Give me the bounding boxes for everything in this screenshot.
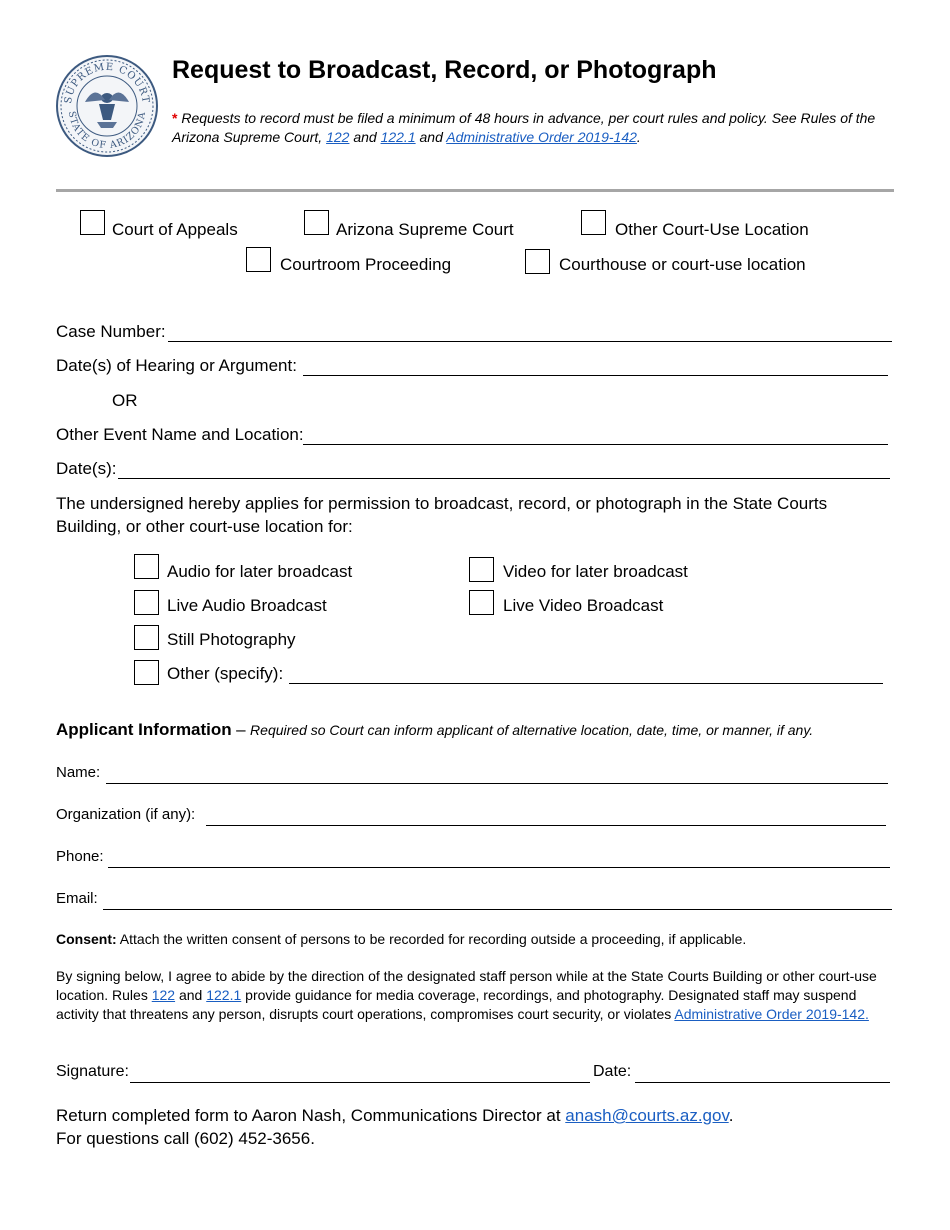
other-specify-label: Other (specify): — [167, 664, 284, 683]
courtroom-proceeding-label: Courtroom Proceeding — [280, 255, 452, 274]
rule-122-link[interactable]: 122 — [326, 129, 350, 145]
header-divider — [56, 189, 894, 192]
other-event-field[interactable] — [56, 425, 888, 449]
organization-field[interactable] — [56, 806, 886, 830]
name-field[interactable] — [56, 764, 888, 788]
still-photography-checkbox[interactable] — [134, 625, 159, 650]
administrative-order-link[interactable]: Administrative Order 2019-142 — [446, 129, 637, 145]
seal-top-text: SUPREME COURT — [62, 61, 152, 105]
return-instructions: Return completed form to Aaron Nash, Communications Director at anash@courts.az.gov. — [56, 1106, 734, 1125]
agreement-paragraph: By signing below, I agree to abide by the direction of the designated staff person while at the State Courts Building or other court-use location. Rules 122 and 122.1 provide guidance for media coverage, recordings, and photography. Designated staff may suspend activity that threatens any person, disrupts court operations, compromises court security, or violates Administrative Order 2019-142. — [56, 968, 877, 1022]
live-audio-label: Live Audio Broadcast — [167, 596, 327, 615]
rule-122-1-link[interactable]: 122.1 — [380, 129, 416, 145]
required-star: * — [172, 110, 178, 126]
other-event-label: Other Event Name and Location: — [56, 425, 304, 444]
applicant-heading-row: Applicant Information – Required so Court can inform applicant of alternative location, date, time, or manner, if any. — [56, 720, 814, 739]
case-number-label: Case Number: — [56, 322, 166, 341]
email-label: Email: — [56, 890, 98, 907]
dates-line[interactable] — [118, 478, 890, 479]
agreement-administrative-order-link[interactable]: Administrative Order 2019-142. — [674, 1006, 869, 1022]
organization-line[interactable] — [206, 825, 886, 826]
date-label: Date: — [593, 1063, 632, 1080]
consent-note — [56, 930, 746, 949]
hearing-dates-field[interactable] — [56, 356, 888, 380]
courtroom-proceeding-checkbox[interactable] — [246, 247, 271, 272]
agreement-rule-122-link[interactable]: 122 — [151, 987, 176, 1003]
applicant-heading: Applicant Information — [56, 720, 232, 739]
page-title: Request to Broadcast, Record, or Photograph — [172, 56, 717, 84]
name-label: Name: — [56, 764, 101, 781]
courthouse-location-checkbox[interactable] — [525, 249, 550, 274]
phone-line[interactable] — [108, 867, 890, 868]
filing-notice-text: Requests to record must be filed a minimum of 48 hours in advance, per court rules and policy. See Rules of the Arizona Supreme Court, — [172, 110, 876, 145]
other-event-line[interactable] — [303, 444, 888, 445]
other-court-use-location-label: Other Court-Use Location — [615, 220, 809, 239]
hearing-dates-label: Date(s) of Hearing or Argument: — [56, 356, 297, 375]
other-specify-line[interactable] — [289, 683, 883, 684]
seal-bottom-text: STATE OF ARIZONA — [65, 110, 149, 152]
live-video-label: Live Video Broadcast — [503, 596, 664, 615]
consent-label: Consent: — [56, 931, 117, 947]
organization-label: Organization (if any): — [56, 806, 196, 823]
other-court-use-location-checkbox[interactable] — [581, 210, 606, 235]
audio-later-checkbox[interactable] — [134, 554, 159, 579]
date-field[interactable] — [593, 1063, 890, 1087]
other-specify-checkbox[interactable] — [134, 660, 159, 685]
arizona-supreme-court-label: Arizona Supreme Court — [336, 220, 514, 239]
contact-email-link[interactable]: anash@courts.az.gov — [565, 1106, 729, 1125]
email-line[interactable] — [103, 909, 892, 910]
dates-field[interactable] — [56, 459, 890, 483]
court-of-appeals-checkbox[interactable] — [80, 210, 105, 235]
other-specify-field[interactable] — [167, 664, 883, 688]
phone-field[interactable] — [56, 848, 890, 872]
agreement-rule-122-1-link[interactable]: 122.1 — [206, 987, 242, 1003]
case-number-line[interactable] — [168, 341, 892, 342]
dates-label: Date(s): — [56, 459, 117, 478]
filing-notice: * Requests to record must be filed a minimum of 48 hours in advance, per court rules and policy. See Rules of the Arizona Supreme Court, 122 and 122.1 and Administrative Order 2019-142. — [172, 110, 876, 145]
live-audio-checkbox[interactable] — [134, 590, 159, 615]
video-later-checkbox[interactable] — [469, 557, 494, 582]
arizona-supreme-court-checkbox[interactable] — [304, 210, 329, 235]
courthouse-location-label: Courthouse or court-use location — [559, 255, 806, 274]
signature-field[interactable] — [56, 1063, 590, 1087]
hearing-dates-line[interactable] — [303, 375, 888, 376]
signature-line[interactable] — [130, 1082, 590, 1083]
arizona-supreme-court-seal — [55, 54, 159, 158]
audio-later-label: Audio for later broadcast — [167, 562, 353, 581]
date-line[interactable] — [635, 1082, 890, 1083]
consent-text: Attach the written consent of persons to be recorded for recording outside a proceeding, if applicable. — [119, 931, 747, 947]
video-later-label: Video for later broadcast — [503, 562, 688, 581]
phone-label: Phone: — [56, 848, 104, 865]
applicant-subtext: Required so Court can inform applicant of alternative location, date, time, or manner, if any. — [250, 722, 814, 738]
signature-label: Signature: — [56, 1063, 129, 1080]
application-statement: The undersigned hereby applies for permission to broadcast, record, or photograph in the State Courts Building, or other court-use location for: — [56, 494, 828, 536]
court-of-appeals-label: Court of Appeals — [112, 220, 238, 239]
live-video-checkbox[interactable] — [469, 590, 494, 615]
name-line[interactable] — [106, 783, 888, 784]
still-photography-label: Still Photography — [167, 630, 296, 649]
case-number-field[interactable] — [56, 322, 892, 346]
questions-phone: For questions call (602) 452-3656. — [56, 1129, 315, 1148]
email-field[interactable] — [56, 890, 892, 914]
